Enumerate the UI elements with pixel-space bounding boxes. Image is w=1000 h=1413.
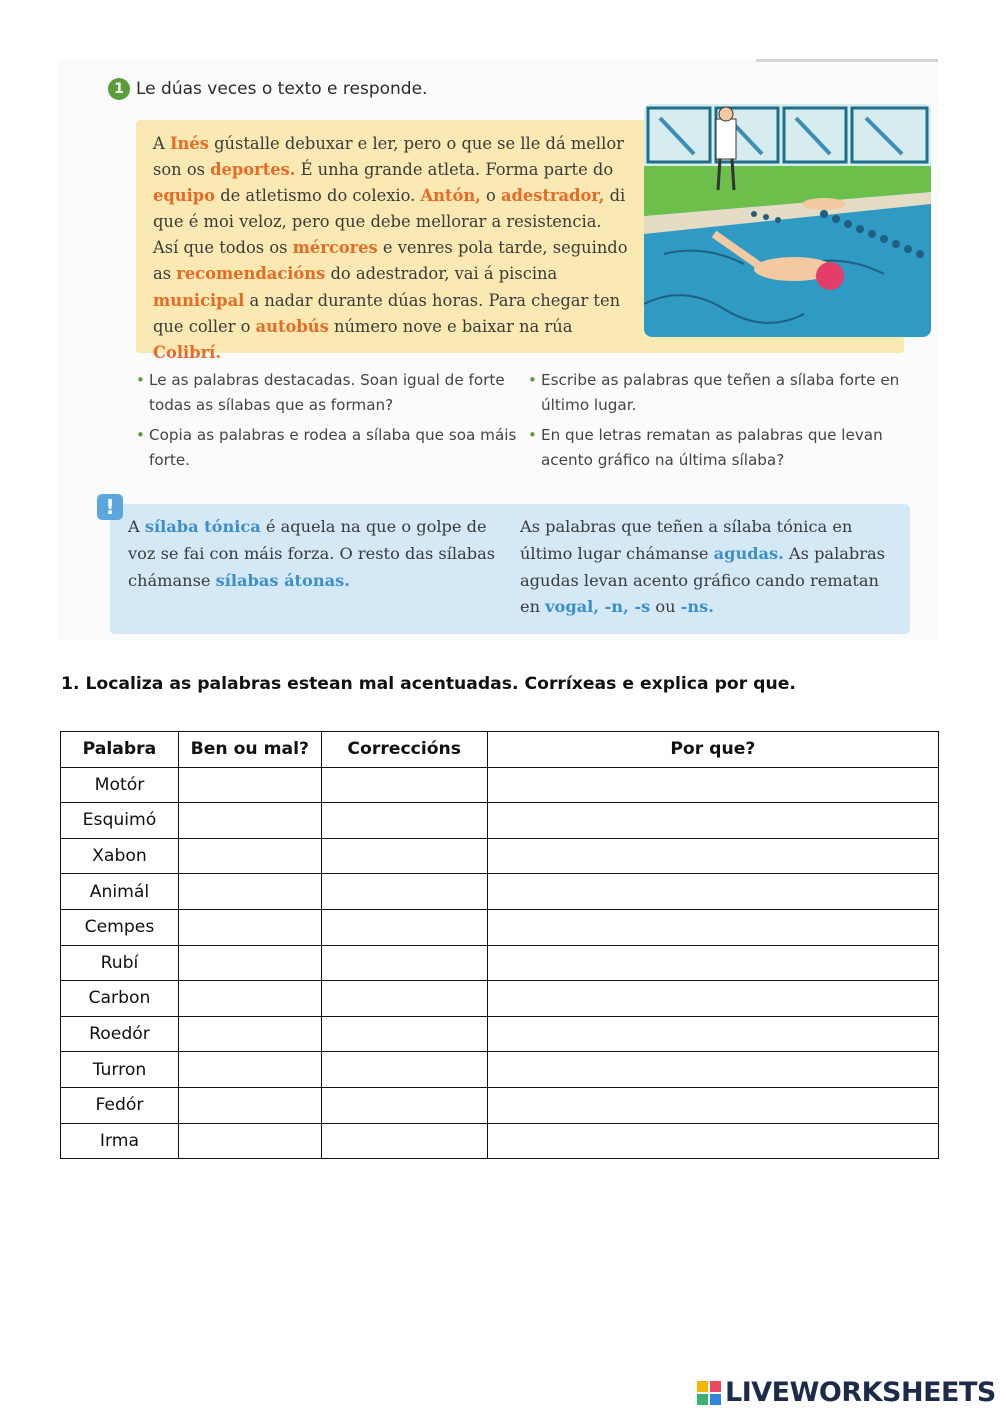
exclamation-icon: ! bbox=[97, 494, 123, 520]
ben-ou-mal-cell[interactable] bbox=[178, 803, 321, 839]
text-segment: gústalle debuxar e ler, pero o que se lle dá mellor son os bbox=[153, 134, 624, 180]
exercise-title: Le dúas veces o texto e responde. bbox=[136, 79, 428, 99]
instruction-title: 1. Localiza as palabras estean mal acentuadas. Corríxeas e explica por que. bbox=[61, 674, 796, 694]
exercise-number-badge: 1 bbox=[108, 78, 130, 100]
table-row bbox=[61, 909, 939, 945]
table-row bbox=[61, 803, 939, 839]
logo-square bbox=[697, 1381, 708, 1392]
ben-ou-mal-cell[interactable] bbox=[178, 874, 321, 910]
liveworksheets-logo bbox=[697, 1377, 996, 1408]
highlighted-word: deportes. bbox=[210, 160, 296, 180]
header-por-que: Por que? bbox=[487, 732, 938, 768]
correction-cell[interactable] bbox=[321, 1123, 487, 1159]
logo-mark-icon bbox=[697, 1381, 721, 1405]
table-row bbox=[61, 981, 939, 1017]
text-segment: As palabras que teñen a sílaba tónica en último lugar chámanse bbox=[520, 517, 853, 563]
table-row bbox=[61, 1123, 939, 1159]
question-item bbox=[528, 368, 916, 417]
correction-cell[interactable] bbox=[321, 767, 487, 803]
word-cell: Carbon bbox=[61, 981, 179, 1017]
text-segment: número nove e baixar na rúa bbox=[328, 316, 573, 336]
highlighted-word: adestrador, bbox=[500, 186, 605, 206]
highlighted-word: sílaba tónica bbox=[144, 517, 261, 536]
correction-cell[interactable] bbox=[321, 874, 487, 910]
ben-ou-mal-cell[interactable] bbox=[178, 945, 321, 981]
reading-text bbox=[153, 131, 628, 366]
swimming-pool-illustration bbox=[644, 104, 931, 337]
word-cell: Esquimó bbox=[61, 803, 179, 839]
highlighted-word: recomendacións bbox=[176, 264, 326, 284]
bullet-icon: • bbox=[528, 371, 537, 389]
question-text: Copia as palabras e rodea a sílaba que soa máis forte. bbox=[149, 426, 517, 469]
highlighted-word: Antón, bbox=[420, 186, 481, 206]
logo-text: LIVEWORKSHEETS bbox=[725, 1377, 996, 1408]
question-item bbox=[136, 368, 528, 417]
text-segment: É unha grande atleta. Forma parte do bbox=[295, 160, 614, 180]
reason-cell[interactable] bbox=[487, 1087, 938, 1123]
table-row bbox=[61, 1087, 939, 1123]
highlighted-word: Colibrí. bbox=[153, 342, 222, 362]
ben-ou-mal-cell[interactable] bbox=[178, 1052, 321, 1088]
questions-list bbox=[136, 368, 916, 472]
highlighted-word: autobús bbox=[255, 316, 329, 336]
highlighted-word: Inés bbox=[169, 134, 209, 153]
table-row bbox=[61, 1016, 939, 1052]
reason-cell[interactable] bbox=[487, 945, 938, 981]
reason-cell[interactable] bbox=[487, 1016, 938, 1052]
question-text: En que letras rematan as palabras que levan acento gráfico na última sílaba? bbox=[541, 426, 883, 469]
question-text: Le as palabras destacadas. Soan igual de forte todas as sílabas que as forman? bbox=[149, 371, 505, 414]
swimming-pool-illustration-svg bbox=[644, 104, 931, 337]
word-cell: Irma bbox=[61, 1123, 179, 1159]
correction-cell[interactable] bbox=[321, 981, 487, 1017]
question-item bbox=[528, 423, 916, 472]
table-row bbox=[61, 874, 939, 910]
logo-square bbox=[710, 1394, 721, 1405]
word-cell: Animál bbox=[61, 874, 179, 910]
text-segment: é aquela na que o golpe de voz se fai con máis forza. O resto das sílabas chámanse bbox=[128, 517, 496, 590]
ben-ou-mal-cell[interactable] bbox=[178, 909, 321, 945]
text-segment: A bbox=[128, 517, 145, 536]
highlighted-word: sílabas átonas. bbox=[215, 570, 350, 590]
correction-cell[interactable] bbox=[321, 1052, 487, 1088]
bullet-icon: • bbox=[136, 371, 145, 389]
highlighted-word: agudas. bbox=[713, 543, 784, 563]
ben-ou-mal-cell[interactable] bbox=[178, 838, 321, 874]
word-cell: Roedór bbox=[61, 1016, 179, 1052]
highlighted-word: equipo bbox=[153, 186, 216, 206]
word-cell: Cempes bbox=[61, 909, 179, 945]
text-segment: As palabras agudas levan acento gráfico cando rematan en bbox=[520, 543, 885, 617]
highlighted-word: vogal, -n, -s bbox=[545, 597, 651, 617]
ben-ou-mal-cell[interactable] bbox=[178, 767, 321, 803]
correction-cell[interactable] bbox=[321, 803, 487, 839]
ben-ou-mal-cell[interactable] bbox=[178, 981, 321, 1017]
bullet-icon: • bbox=[136, 426, 145, 444]
note-text-left bbox=[128, 514, 503, 594]
reason-cell[interactable] bbox=[487, 838, 938, 874]
highlighted-word: -ns. bbox=[680, 597, 714, 617]
reason-cell[interactable] bbox=[487, 1052, 938, 1088]
reason-cell[interactable] bbox=[487, 981, 938, 1017]
ben-ou-mal-cell[interactable] bbox=[178, 1123, 321, 1159]
word-cell: Motór bbox=[61, 767, 179, 803]
header-ben-ou-mal: Ben ou mal? bbox=[178, 732, 321, 768]
word-cell: Rubí bbox=[61, 945, 179, 981]
table-row bbox=[61, 767, 939, 803]
accent-table bbox=[60, 731, 939, 1159]
highlighted-word: mércores bbox=[292, 238, 378, 258]
correction-cell[interactable] bbox=[321, 1087, 487, 1123]
reason-cell[interactable] bbox=[487, 909, 938, 945]
logo-square bbox=[710, 1381, 721, 1392]
text-segment: de atletismo do colexio. bbox=[215, 186, 421, 206]
table-row bbox=[61, 838, 939, 874]
reason-cell[interactable] bbox=[487, 874, 938, 910]
highlighted-word: municipal bbox=[153, 290, 245, 310]
question-item bbox=[136, 423, 528, 472]
word-cell: Fedór bbox=[61, 1087, 179, 1123]
correction-cell[interactable] bbox=[321, 909, 487, 945]
table-row bbox=[61, 1052, 939, 1088]
reason-cell[interactable] bbox=[487, 1123, 938, 1159]
correction-cell[interactable] bbox=[321, 945, 487, 981]
reason-cell[interactable] bbox=[487, 767, 938, 803]
correction-cell[interactable] bbox=[321, 1016, 487, 1052]
scan-edge-line bbox=[756, 59, 938, 62]
question-text: Escribe as palabras que teñen a sílaba forte en último lugar. bbox=[541, 371, 900, 414]
exercise-header bbox=[108, 78, 427, 100]
text-segment: di que é moi veloz, pero que debe mellorar a resistencia. Así que todos os bbox=[153, 186, 626, 258]
text-segment: ou bbox=[650, 597, 681, 617]
ben-ou-mal-cell[interactable] bbox=[178, 1016, 321, 1052]
header-palabra: Palabra bbox=[61, 732, 179, 768]
reason-cell[interactable] bbox=[487, 803, 938, 839]
text-segment: e venres pola tarde, seguindo as bbox=[153, 238, 628, 284]
word-cell: Xabon bbox=[61, 838, 179, 874]
correction-cell[interactable] bbox=[321, 838, 487, 874]
text-segment: do adestrador, vai á piscina bbox=[325, 264, 558, 284]
text-segment: A bbox=[153, 134, 170, 153]
table-header-row bbox=[61, 732, 939, 768]
text-segment: a nadar durante dúas horas. Para chegar ten que coller o bbox=[153, 290, 621, 336]
word-cell: Turron bbox=[61, 1052, 179, 1088]
note-text-right bbox=[520, 514, 900, 621]
logo-square bbox=[697, 1394, 708, 1405]
header-correccions: Correccións bbox=[321, 732, 487, 768]
table-row bbox=[61, 945, 939, 981]
text-segment: o bbox=[480, 186, 501, 206]
bullet-icon: • bbox=[528, 426, 537, 444]
ben-ou-mal-cell[interactable] bbox=[178, 1087, 321, 1123]
